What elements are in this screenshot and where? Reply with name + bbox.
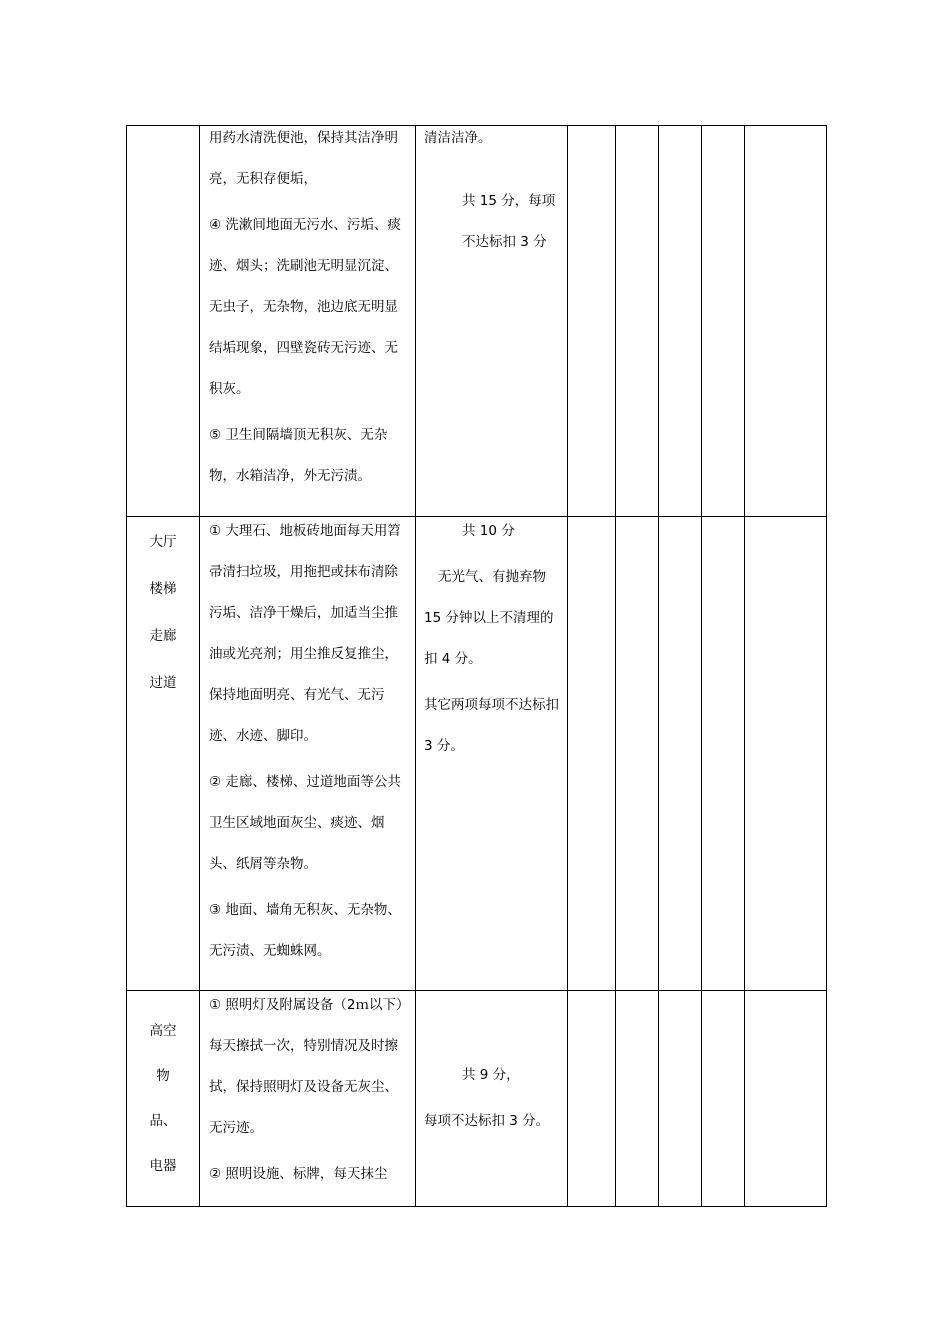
score-text: 其它两项每项不达标扣 3 分。 bbox=[424, 697, 559, 754]
category-cell bbox=[127, 991, 200, 1207]
blank-cell bbox=[568, 517, 616, 991]
category-label: 楼梯 bbox=[149, 581, 177, 597]
blank-cell bbox=[745, 517, 827, 991]
standard-text: ④ 洗漱间地面无污水、污垢、痰迹、烟头；洗刷池无明显沉淀、无虫子，无杂物，池边底无明显结垢现象，四壁瓷砖无污迹、无积灰。 bbox=[209, 217, 401, 397]
standard-text: ① 照明灯及附属设备（2ｍ以下）每天擦拭一次，特别情况及时擦拭，保持照明灯及设备无灰尘、无污迹。 bbox=[209, 997, 403, 1136]
category-cell bbox=[127, 126, 200, 517]
score-text: 共 10 分 bbox=[462, 523, 515, 539]
blank-cell bbox=[745, 126, 827, 517]
blank-cell bbox=[616, 517, 659, 991]
score-cell bbox=[416, 991, 568, 1207]
blank-cell bbox=[702, 991, 745, 1207]
score-text: 共 15 分，每项不达标扣 3 分 bbox=[462, 193, 556, 250]
score-text: 清洁洁净。 bbox=[424, 130, 492, 146]
standard-text: ⑤ 卫生间隔墙顶无积灰、无杂物，水箱洁净，外无污渍。 bbox=[209, 427, 388, 484]
standard-text: ③ 地面、墙角无积灰、无杂物、无污渍、无蜘蛛网。 bbox=[209, 902, 401, 959]
score-text: 无光气、有抛弃物 15 分钟以上不清理的扣 4 分。 bbox=[424, 569, 554, 667]
blank-cell bbox=[616, 991, 659, 1207]
blank-cell bbox=[745, 991, 827, 1207]
standard-text: 用药水清洗便池，保持其洁净明亮，无积存便垢， bbox=[209, 130, 398, 187]
standard-cell bbox=[200, 517, 416, 991]
standard-cell bbox=[200, 991, 416, 1207]
blank-cell bbox=[702, 517, 745, 991]
category-label: 电器 bbox=[149, 1158, 177, 1174]
score-cell bbox=[416, 126, 568, 517]
blank-cell bbox=[659, 991, 702, 1207]
category-label: 大厅 bbox=[149, 534, 177, 550]
table-row bbox=[127, 517, 827, 991]
category-label: 品、 bbox=[149, 1113, 177, 1129]
standard-text: ② 照明设施、标牌，每天抹尘 bbox=[209, 1166, 388, 1182]
category-label: 物 bbox=[156, 1068, 170, 1084]
score-text: 每项不达标扣 3 分。 bbox=[424, 1113, 550, 1129]
category-label: 过道 bbox=[149, 675, 177, 691]
blank-cell bbox=[702, 126, 745, 517]
standard-cell bbox=[200, 126, 416, 517]
category-label: 高空 bbox=[149, 1023, 177, 1039]
standard-text: ② 走廊、楼梯、过道地面等公共卫生区域地面灰尘、痰迹、烟头、纸屑等杂物。 bbox=[209, 774, 401, 872]
blank-cell bbox=[659, 517, 702, 991]
blank-cell bbox=[568, 126, 616, 517]
score-text: 共 9 分， bbox=[462, 1067, 520, 1083]
blank-cell bbox=[616, 126, 659, 517]
standard-text: ① 大理石、地板砖地面每天用笤帚清扫垃圾，用拖把或抹布清除污垢、洁净干燥后，加适当尘推油或光亮剂；用尘推反复推尘，保持地面明亮、有光气、无污迹、水迹、脚印。 bbox=[209, 523, 401, 744]
blank-cell bbox=[659, 126, 702, 517]
category-label: 走廊 bbox=[149, 628, 177, 644]
category-cell bbox=[127, 517, 200, 991]
table-row bbox=[127, 126, 827, 517]
inspection-table bbox=[126, 125, 827, 1207]
table-row bbox=[127, 991, 827, 1207]
score-cell bbox=[416, 517, 568, 991]
blank-cell bbox=[568, 991, 616, 1207]
